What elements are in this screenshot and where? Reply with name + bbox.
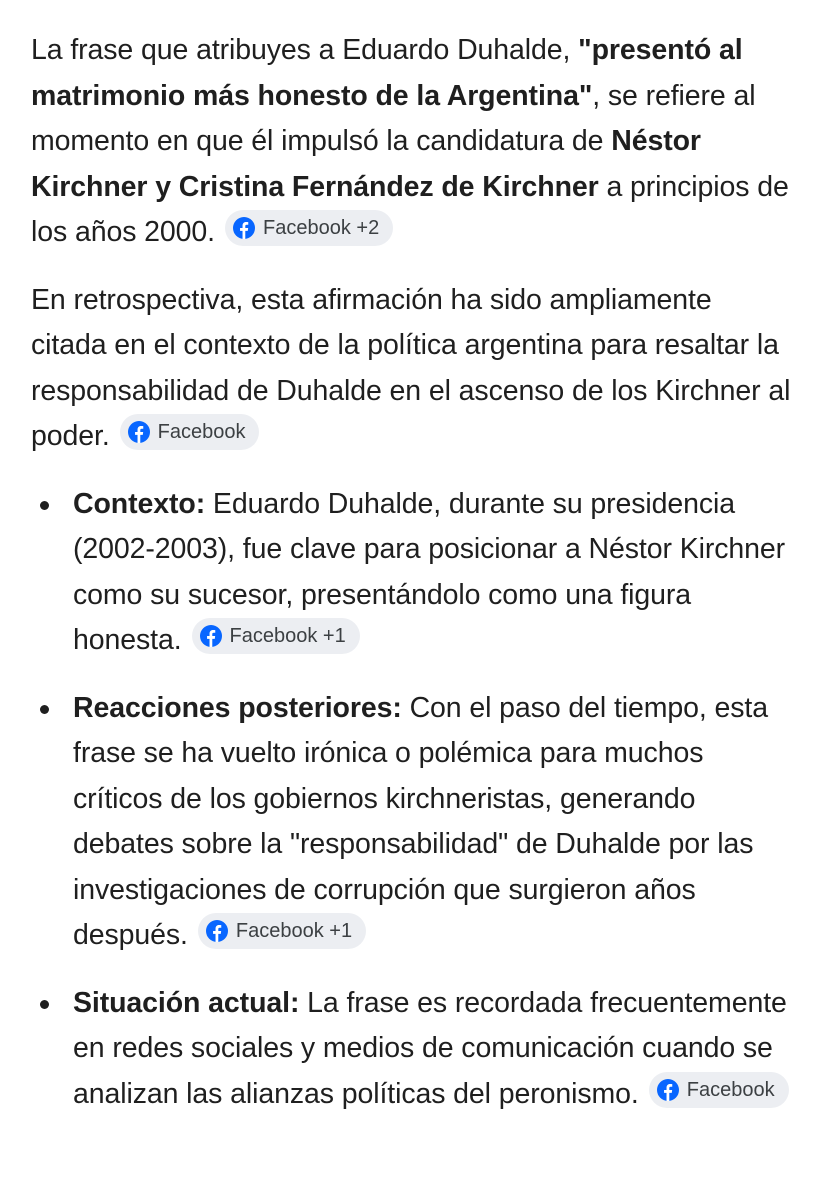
facebook-icon — [206, 920, 228, 942]
bullet-text: Eduardo Duhalde, durante su presidencia (2002-2003), fue clave para posicionar a Néstor Kirchner como su sucesor, presentándolo como una figura honesta. — [73, 487, 786, 656]
list-item — [73, 981, 791, 1118]
bullet-text: La frase es recordada frecuentemente en redes sociales y medios de comunicación cuando se analizan las alianzas políticas del peronismo. — [73, 986, 787, 1110]
source-chip-label: Facebook +1 — [235, 920, 353, 942]
source-chip-facebook[interactable] — [198, 913, 366, 949]
facebook-icon — [128, 421, 150, 443]
intro-text-pre: La frase que atribuyes a Eduardo Duhalde, — [31, 34, 579, 66]
source-chip-label: Facebook — [157, 421, 246, 443]
facebook-icon — [200, 625, 222, 647]
paragraph-intro — [31, 28, 791, 256]
bullet-text: Con el paso del tiempo, esta frase se ha vuelto irónica o polémica para muchos críticos de los gobiernos kirchneristas, generando debates sobre la "responsabilidad" de Duhalde por las investigaciones de corrupción que surgieron años después. — [73, 691, 768, 951]
source-chip-facebook[interactable] — [120, 414, 260, 450]
retrospective-text: En retrospectiva, esta afirmación ha sido ampliamente citada en el contexto de la política argentina para resaltar la responsabilidad de Duhalde en el ascenso de los Kirchner al poder. — [31, 283, 791, 452]
intro-text-mid: , se refiere al momento en que él impulsó la candidatura de — [31, 79, 756, 157]
list-item — [73, 482, 791, 664]
bullet-title: Reacciones posteriores: — [73, 691, 402, 724]
bullet-title: Contexto: — [73, 487, 206, 520]
source-chip-label: Facebook +1 — [229, 625, 346, 647]
intro-text-post: a principios de los años 2000. — [31, 170, 789, 248]
bullet-list — [31, 482, 791, 1118]
source-chip-facebook[interactable] — [649, 1072, 789, 1108]
source-chip-label: Facebook +2 — [263, 217, 380, 239]
facebook-icon — [657, 1079, 679, 1101]
source-chip-facebook[interactable] — [225, 210, 393, 246]
source-chip-facebook[interactable] — [192, 618, 360, 654]
facebook-icon — [233, 217, 255, 239]
source-chip-label: Facebook — [686, 1078, 775, 1101]
intro-names-bold: Néstor Kirchner y Cristina Fernández de Kirchner — [31, 125, 701, 203]
paragraph-retrospective — [31, 278, 791, 460]
list-item — [73, 686, 791, 959]
intro-quote-bold: "presentó al matrimonio más honesto de la Argentina" — [31, 34, 743, 112]
bullet-title: Situación actual: — [73, 986, 300, 1019]
